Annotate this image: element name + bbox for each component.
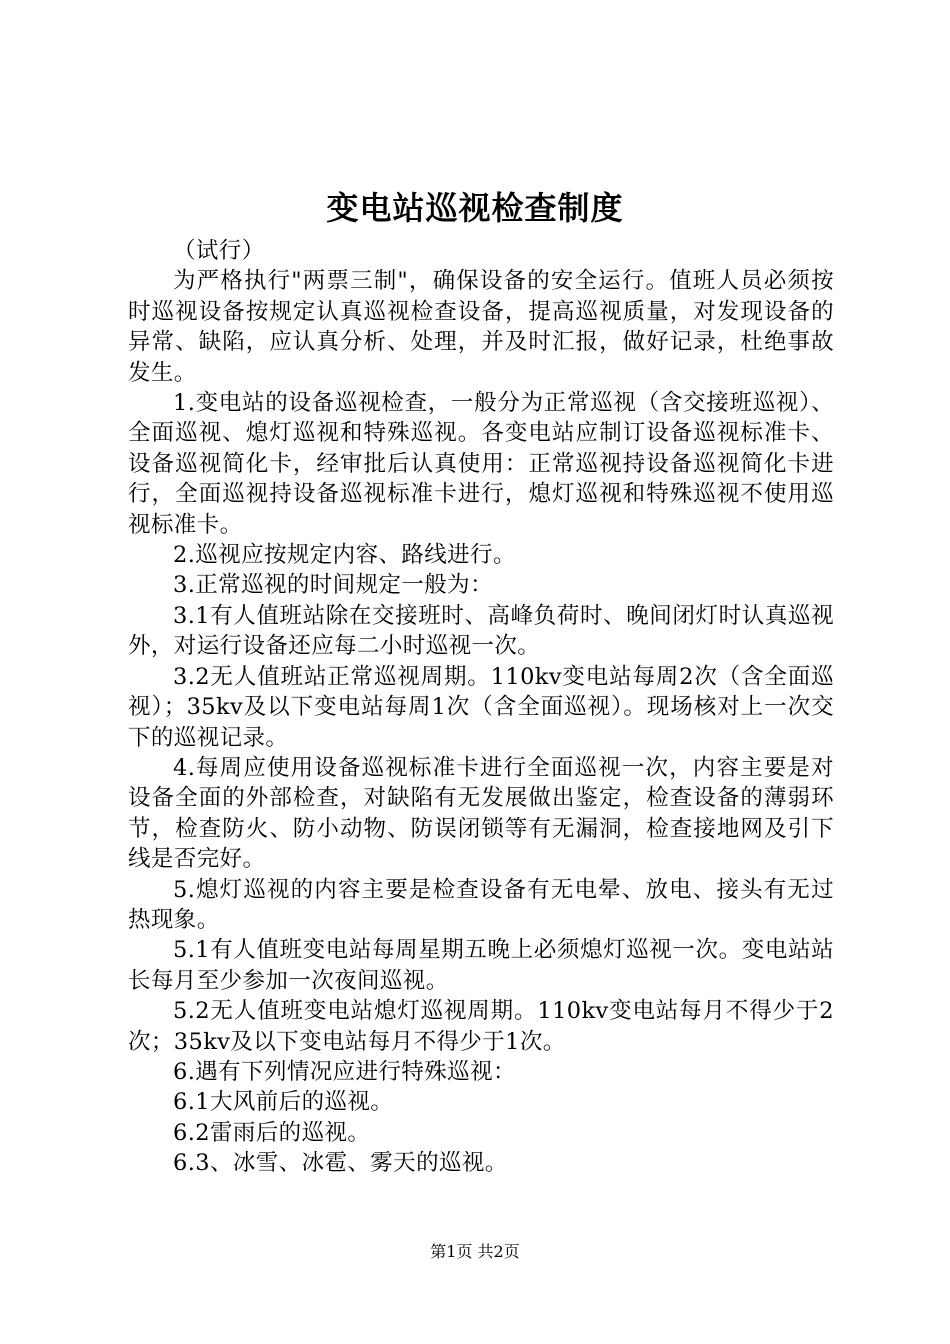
intro-paragraph: 为严格执行"两票三制"，确保设备的安全运行。值班人员必须按时巡视设备按规定认真巡视检查设备，提高巡视质量，对发现设备的异常、缺陷，应认真分析、处理，并及时汇报，做好记录，杜绝事故发生。 xyxy=(128,268,834,386)
clause-6-2: 6.2雷雨后的巡视。 xyxy=(173,1119,371,1146)
clause-3-2: 3.2无人值班站正常巡视周期。110kv变电站每周2次（含全面巡视）；35kv及以下变电站每周1次（含全面巡视）。现场核对上一次交下的巡视记录。 xyxy=(128,663,834,751)
clause-5: 5.熄灯巡视的内容主要是检查设备有无电晕、放电、接头有无过热现象。 xyxy=(128,876,834,933)
clause-3: 3.正常巡视的时间规定一般为： xyxy=(173,572,493,599)
document-title: 变电站巡视检查制度 xyxy=(326,189,624,227)
clause-6-3: 6.3、冰雪、冰雹、雾天的巡视。 xyxy=(173,1150,508,1177)
clause-4: 4.每周应使用设备巡视标准卡进行全面巡视一次，内容主要是对设备全面的外部检查，对缺陷有无发展做出鉴定，检查设备的薄弱环节，检查防火、防小动物、防误闭锁等有无漏洞，检查接地网及引下线是否完好。 xyxy=(128,754,834,873)
clause-2: 2.巡视应按规定内容、路线进行。 xyxy=(173,542,516,569)
clause-6: 6.遇有下列情况应进行特殊巡视： xyxy=(173,1058,516,1085)
page-footer: 第1页 共2页 xyxy=(430,1242,520,1261)
clause-1: 1.变电站的设备巡视检查，一般分为正常巡视（含交接班巡视）、全面巡视、熄灯巡视和特殊巡视。各变电站应制订设备巡视标准卡、设备巡视简化卡，经审批后认真使用：正常巡视持设备巡视简化卡进行，全面巡视持设备巡视标准卡进行，熄灯巡视和特殊巡视不使用巡视标准卡。 xyxy=(128,390,834,538)
clause-5-1: 5.1有人值班变电站每周星期五晚上必须熄灯巡视一次。变电站站长每月至少参加一次夜间巡视。 xyxy=(128,937,834,994)
clause-3-1: 3.1有人值班站除在交接班时、高峰负荷时、晚间闭灯时认真巡视外，对运行设备还应每二小时巡视一次。 xyxy=(128,602,834,660)
clause-5-2: 5.2无人值班变电站熄灯巡视周期。110kv变电站每月不得少于2次；35kv及以下变电站每月不得少于1次。 xyxy=(128,998,834,1055)
trial-note: （试行） xyxy=(173,238,265,264)
document-body xyxy=(128,236,834,1179)
clause-6-1: 6.1大风前后的巡视。 xyxy=(173,1089,394,1116)
